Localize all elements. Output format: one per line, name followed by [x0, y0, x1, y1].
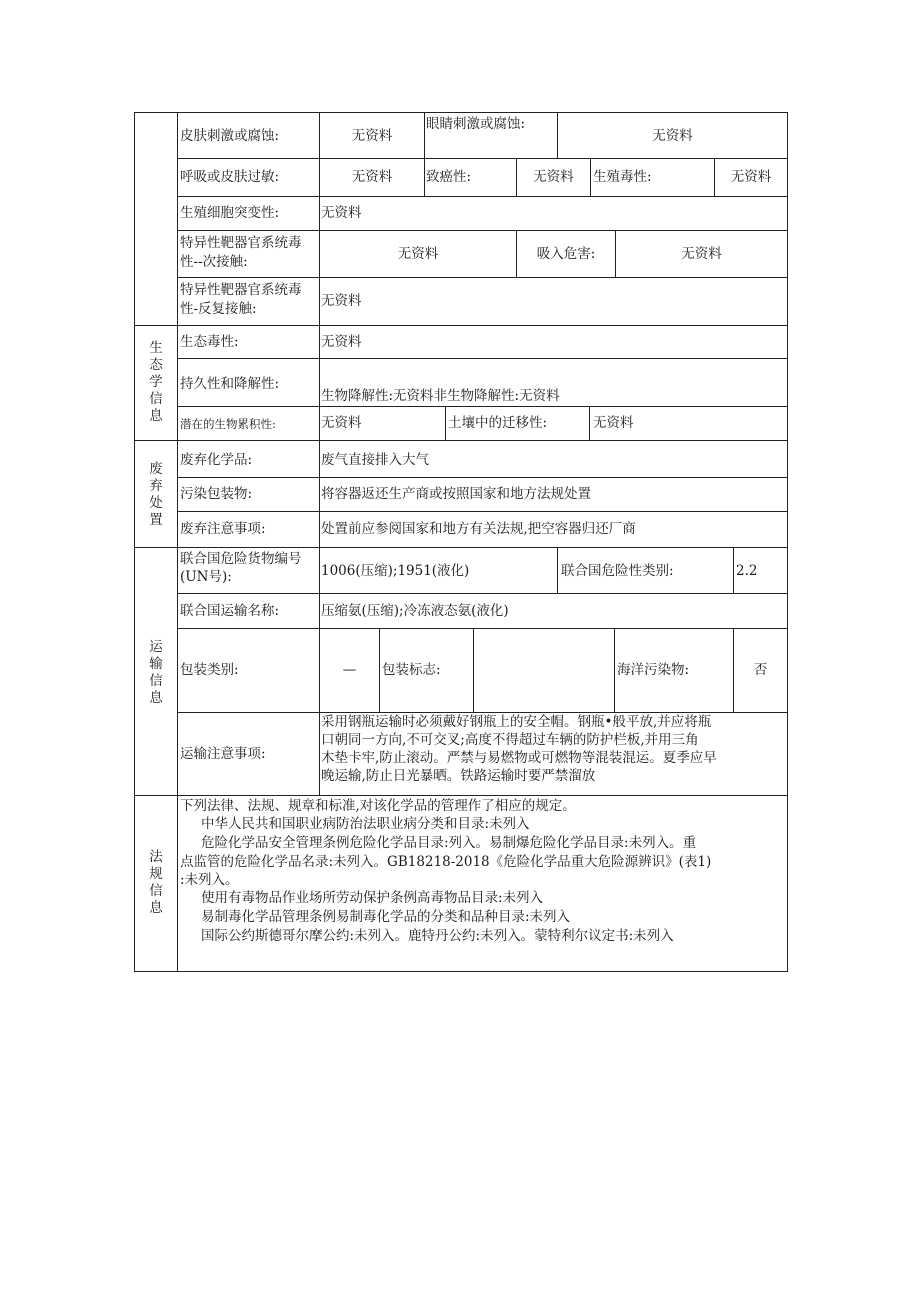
cell-divider	[445, 406, 446, 441]
table-border-right	[787, 112, 788, 972]
un-number-label: 联合国危险货物编号	[180, 551, 302, 567]
carcinogenicity-value: 无资料	[533, 169, 574, 185]
cell-divider	[424, 158, 425, 197]
un-number-value: 1006(压缩);1951(液化)	[321, 563, 470, 579]
mutagenicity-label: 生殖细胞突变性:	[180, 205, 280, 221]
stot-single-label: 性--次接触:	[180, 254, 248, 270]
waste-value: 废气直接排入大气	[321, 452, 429, 468]
section-divider	[134, 440, 788, 441]
shipping-name-label: 联合国运输名称:	[180, 603, 280, 619]
row-divider	[177, 277, 788, 278]
row-divider	[177, 158, 788, 159]
row-divider	[177, 593, 788, 594]
row-divider	[177, 511, 788, 512]
hazard-class-label: 联合国危险性类别:	[561, 563, 674, 579]
shipping-name-value: 压缩氨(压缩);冷冻液态氨(液化)	[321, 603, 509, 619]
aspiration-value: 无资料	[681, 246, 722, 262]
eye-label: 眼睛刺激或腐蚀:	[426, 116, 526, 132]
cell-divider	[590, 158, 591, 197]
table-border-bottom	[134, 971, 788, 972]
regulatory-line: :未列入。	[180, 872, 239, 888]
cell-divider	[473, 628, 474, 713]
sensitization-label: 呼吸或皮肤过敏:	[180, 169, 280, 185]
transport-notes-line: 采用钢瓶运输时必须戴好钢瓶上的安全帽。钢瓶•般平放,并应将瓶	[321, 714, 712, 730]
regulatory-line: 使用有毒物品作业场所劳动保护条例高毒物品目录:未列入	[201, 890, 544, 906]
ecotox-label: 生态毒性:	[180, 334, 239, 350]
cell-divider	[379, 628, 380, 713]
aspiration-label: 吸入危害:	[536, 246, 596, 262]
hazard-class-value: 2.2	[736, 563, 758, 579]
reproductive-label: 生殖毒性:	[593, 169, 652, 185]
packaging-label: 污染包装物:	[180, 486, 253, 502]
row-divider	[177, 358, 788, 359]
cell-divider	[733, 547, 734, 594]
packing-group-value: —	[342, 662, 357, 678]
regulatory-line: 中华人民共和国职业病防治法职业病分类和目录:未列入	[201, 816, 530, 832]
table-border-left	[134, 112, 135, 972]
table-border-top	[134, 112, 788, 113]
row-divider	[177, 628, 788, 629]
cell-divider	[614, 628, 615, 713]
soil-value: 无资料	[593, 415, 634, 431]
eye-value: 无资料	[652, 128, 693, 144]
transport-notes-line: 口朝同一方向,不可交叉;高度不得超过车辆的防护栏板,并用三角	[321, 732, 699, 748]
un-number-label: (UN号):	[180, 569, 232, 585]
regulatory-line: 危险化学品安全管理条例危险化学品目录:列入。易制爆危险化学品目录:未列入。重	[201, 835, 697, 851]
stot-repeat-value: 无资料	[321, 293, 362, 309]
cell-divider	[424, 112, 425, 159]
row-divider	[177, 406, 788, 407]
disposal-notes-value: 处置前应参阅国家和地方有关法规,把空容器归还厂商	[321, 521, 636, 537]
section-title-disposal: 废弃处置	[149, 461, 163, 528]
cell-divider	[557, 547, 558, 594]
skin-label: 皮肤刺激或腐蚀:	[180, 128, 280, 144]
section-divider	[134, 795, 788, 796]
reproductive-value: 无资料	[730, 169, 772, 185]
row-divider	[177, 196, 788, 197]
regulatory-line: 国际公约斯德哥尔摩公约:未列入。鹿特丹公约:未列入。蒙特利尔议定书:未列入	[201, 928, 674, 944]
stot-repeat-label: 性-反复接触:	[180, 301, 257, 317]
mutagenicity-value: 无资料	[321, 205, 362, 221]
disposal-notes-label: 废弃注意事项:	[180, 521, 266, 537]
transport-notes-line: 晚运输,防止日光暴晒。铁路运输时要严禁溜放	[321, 768, 596, 784]
section-title-transport: 运输信息	[149, 639, 163, 706]
persistence-value: 生物降解性:无资料非生物降解性:无资料	[321, 388, 560, 404]
label-value-divider	[319, 112, 320, 796]
marine-pollutant-label: 海洋污染物:	[617, 662, 690, 678]
row-divider	[177, 230, 788, 231]
packaging-value: 将容器返还生产商或按照国家和地方法规处置	[321, 486, 591, 502]
bioaccum-value: 无资料	[321, 415, 362, 431]
stot-single-label: 特异性靶器官系统毒	[180, 235, 302, 251]
sensitization-value: 无资料	[351, 169, 393, 185]
section-column-divider	[177, 112, 178, 972]
carcinogenicity-label: 致癌性:	[426, 169, 472, 185]
section-divider	[134, 547, 788, 548]
soil-label: 土壤中的迁移性:	[448, 415, 548, 431]
cell-divider	[589, 406, 590, 441]
section-title-regulatory: 法规信息	[149, 849, 163, 916]
stot-repeat-label: 特异性靶器官系统毒	[180, 282, 302, 298]
regulatory-line: 点监管的危险化学品名录:未列入。GB18218-2018《危险化学品重大危险源辨识》(表1)	[180, 854, 712, 870]
persistence-label: 持久性和降解性:	[180, 376, 280, 392]
marine-pollutant-value: 否	[753, 662, 768, 678]
waste-label: 废弃化学品:	[180, 452, 253, 468]
transport-notes-label: 运输注意事项:	[180, 746, 266, 762]
transport-notes-line: 木垫卡牢,防止滚动。严禁与易燃物或可燃物等混装混运。夏季应早	[321, 750, 717, 766]
bioaccum-label: 潜在的生物累积性:	[180, 417, 276, 431]
skin-value: 无资料	[351, 128, 393, 144]
section-divider	[134, 325, 788, 326]
row-divider	[177, 477, 788, 478]
stot-single-value: 无资料	[397, 246, 439, 262]
ecotox-value: 无资料	[321, 334, 362, 350]
regulatory-line: 下列法律、法规、规章和标准,对该化学品的管理作了相应的规定。	[180, 798, 576, 814]
section-title-ecology: 生态学信息	[149, 340, 163, 424]
packaging-mark-label: 包装标志:	[382, 662, 441, 678]
packing-group-label: 包装类别:	[180, 662, 239, 678]
regulatory-line: 易制毒化学品管理条例易制毒化学品的分类和品种目录:未列入	[201, 909, 571, 925]
